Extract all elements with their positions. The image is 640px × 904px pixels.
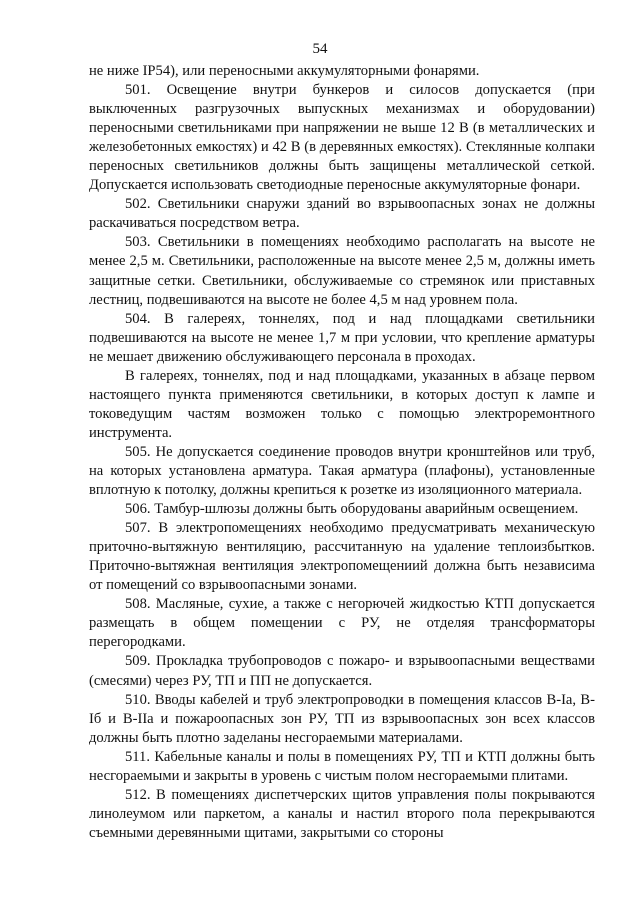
paragraph: 502. Светильники снаружи зданий во взрывоопасных зонах не должны раскачиваться посредством ветра. <box>89 196 595 232</box>
paragraph: 508. Масляные, сухие, а также с негорючей жидкостью КТП допускается размещать в общем помещении с РУ, не отделяя трансформаторы перегородками. <box>89 596 595 651</box>
paragraph: 505. Не допускается соединение проводов внутри кронштейнов или труб, на которых установлена арматура. Такая арматура (плафоны), установленные вплотную к потолку, должны крепиться к розетке из изоляционного материала. <box>89 443 595 499</box>
paragraph: не ниже IP54), или переносными аккумуляторными фонарями. <box>89 63 480 79</box>
page-number: 54 <box>312 41 328 57</box>
paragraph: В галереях, тоннелях, под и над площадками, указанных в абзаце первом настоящего пункта применяются светильники, в которых доступ к лампе и токоведущим частям возможен только с помощью электроремонтного инструмента. <box>89 367 595 441</box>
paragraph: 504. В галереях, тоннелях, под и над площадками светильники подвешиваются на высоте не менее 1,7 м при условии, что крепление арматуры не мешает движению обслуживающего персонала в проходах. <box>89 310 595 365</box>
paragraph: 503. Светильники в помещениях необходимо располагать на высоте не менее 2,5 м. Светильники, расположенные на высоте менее 2,5 м, должны иметь защитные сетки. Светильники, обслуживаемые со стремянок или приставных лестниц, подвешиваются на высоте не более 4,5 м над уровнем пола. <box>89 234 595 308</box>
paragraph: 511. Кабельные каналы и полы в помещениях РУ, ТП и КТП должны быть несгораемыми и закрыты в уровень с чистым полом несгораемыми плитами. <box>89 748 595 784</box>
paragraph: 507. В электропомещениях необходимо предусматривать механическую приточно-вытяжную вентиляцию, рассчитанную на удаление теплоизбытков. Приточно-вытяжная вентиляция электропомещениий должна быть независима от помещений со взрывоопасными зонами. <box>89 520 595 594</box>
paragraph: 509. Прокладка трубопроводов с пожаро- и взрывоопасными веществами (смесями) через РУ, ТП и ПП не допускается. <box>89 653 595 689</box>
paragraph: 506. Тамбур-шлюзы должны быть оборудованы аварийным освещением. <box>125 501 579 518</box>
document-body <box>89 62 595 843</box>
paragraph: 510. Вводы кабелей и труб электропроводки в помещения классов В-Iа, В-Iб и В-IIа и пожароопасных зон РУ, ТП из взрывоопасных зон всех классов должны быть плотно заделаны несгораемыми материалами. <box>89 691 595 746</box>
paragraph: 512. В помещениях диспетчерских щитов управления полы покрываются линолеумом или паркетом, а каналы и настил второго пола перекрываются съемными деревянными щитами, закрытыми со стороны <box>89 786 595 841</box>
paragraph: 501. Освещение внутри бункеров и силосов допускается (при выключенных разгрузочных выпускных механизмах и оборудовании) переносными светильниками при напряжении не выше 12 В (в металлических и железобетонных емкостях) и 42 В (в деревянных емкостях). Стеклянные колпаки переносных светильников должны быть защищены металлической сеткой. Допускается использовать светодиодные переносные аккумуляторные фонари. <box>89 82 595 194</box>
